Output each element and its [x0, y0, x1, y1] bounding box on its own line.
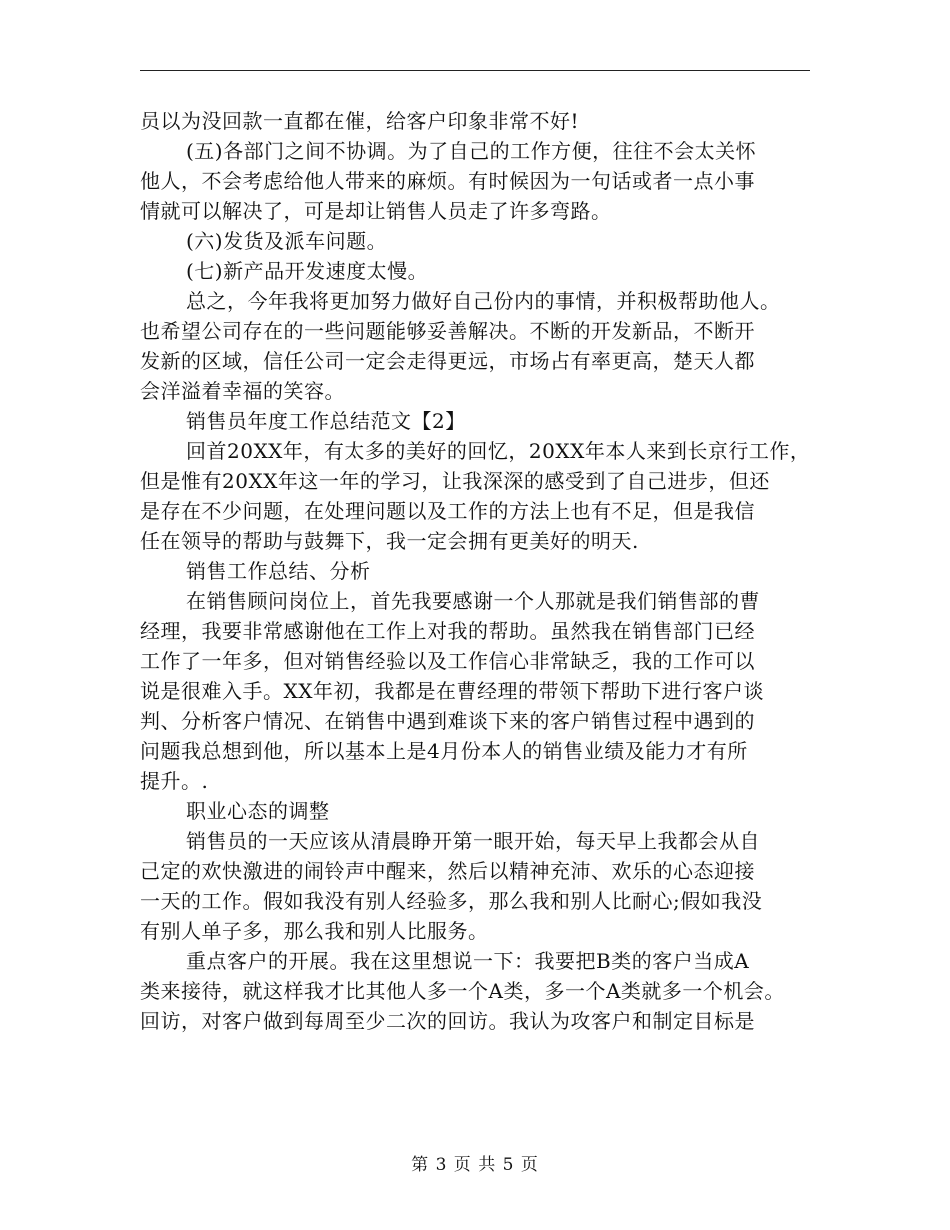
text-line: 会洋溢着幸福的笑容。 — [140, 379, 345, 403]
text-line: 发新的区域，信任公司一定会走得更远，市场占有率更高，楚天人都 — [140, 349, 755, 373]
text-line: 经理，我要非常感谢他在工作上对我的帮助。虽然我在销售部门已经 — [140, 619, 755, 643]
text-line: (六)发货及派车问题。 — [186, 229, 388, 253]
text-line: 在销售顾问岗位上，首先我要感谢一个人那就是我们销售部的曹 — [186, 589, 760, 613]
header-rule — [140, 70, 810, 71]
text-line: 重点客户的开展。我在这里想说一下：我要把B类的客户当成A — [186, 949, 750, 973]
text-line: 己定的欢快激进的闹铃声中醒来，然后以精神充沛、欢乐的心态迎接 — [140, 859, 755, 883]
page-footer: 第 3 页 共 5 页 — [411, 1155, 539, 1175]
text-line: 说是很难入手。XX年初，我都是在曹经理的带领下帮助下进行客户谈 — [140, 679, 764, 703]
text-line: 问题我总想到他，所以基本上是4月份本人的销售业绩及能力才有所 — [140, 739, 748, 763]
text-line: 职业心态的调整 — [186, 799, 330, 823]
text-line: 总之，今年我将更加努力做好自己份内的事情，并积极帮助他人。 — [186, 289, 781, 313]
text-line: (五)各部门之间不协调。为了自己的工作方便，往往不会太关怀 — [186, 139, 757, 163]
text-line: 是存在不少问题，在处理问题以及工作的方法上也有不足，但是我信 — [140, 499, 755, 523]
text-line: 员以为没回款一直都在催，给客户印象非常不好! — [140, 109, 580, 133]
text-line: 有别人单子多，那么我和别人比服务。 — [140, 919, 489, 943]
text-line: 任在领导的帮助与鼓舞下，我一定会拥有更美好的明天. — [140, 529, 639, 553]
text-line: 销售员的一天应该从清晨睁开第一眼开始，每天早上我都会从自 — [186, 829, 760, 853]
text-line: 回访，对客户做到每周至少二次的回访。我认为攻客户和制定目标是 — [140, 1009, 755, 1033]
body-text — [140, 106, 830, 1036]
text-line: 销售工作总结、分析 — [186, 559, 371, 583]
text-line: 工作了一年多，但对销售经验以及工作信心非常缺乏，我的工作可以 — [140, 649, 755, 673]
text-line: 类来接待，就这样我才比其他人多一个A类，多一个A类就多一个机会。 — [140, 979, 785, 1003]
text-line: 提升。. — [140, 769, 209, 793]
text-line: 一天的工作。假如我没有别人经验多，那么我和别人比耐心;假如我没 — [140, 889, 763, 913]
text-line: 也希望公司存在的一些问题能够妥善解决。不断的开发新品，不断开 — [140, 319, 755, 343]
text-line: 销售员年度工作总结范文【2】 — [186, 409, 466, 433]
text-line: 情就可以解决了，可是却让销售人员走了许多弯路。 — [140, 199, 612, 223]
text-line: 他人，不会考虑给他人带来的麻烦。有时候因为一句话或者一点小事 — [140, 169, 755, 193]
text-line: (七)新产品开发速度太慢。 — [186, 259, 429, 283]
text-line: 判、分析客户情况、在销售中遇到难谈下来的客户销售过程中遇到的 — [140, 709, 755, 733]
text-line: 回首20XX年，有太多的美好的回忆，20XX年本人来到长京行工作， — [186, 439, 811, 463]
text-line: 但是惟有20XX年这一年的学习，让我深深的感受到了自己进步，但还 — [140, 469, 770, 493]
